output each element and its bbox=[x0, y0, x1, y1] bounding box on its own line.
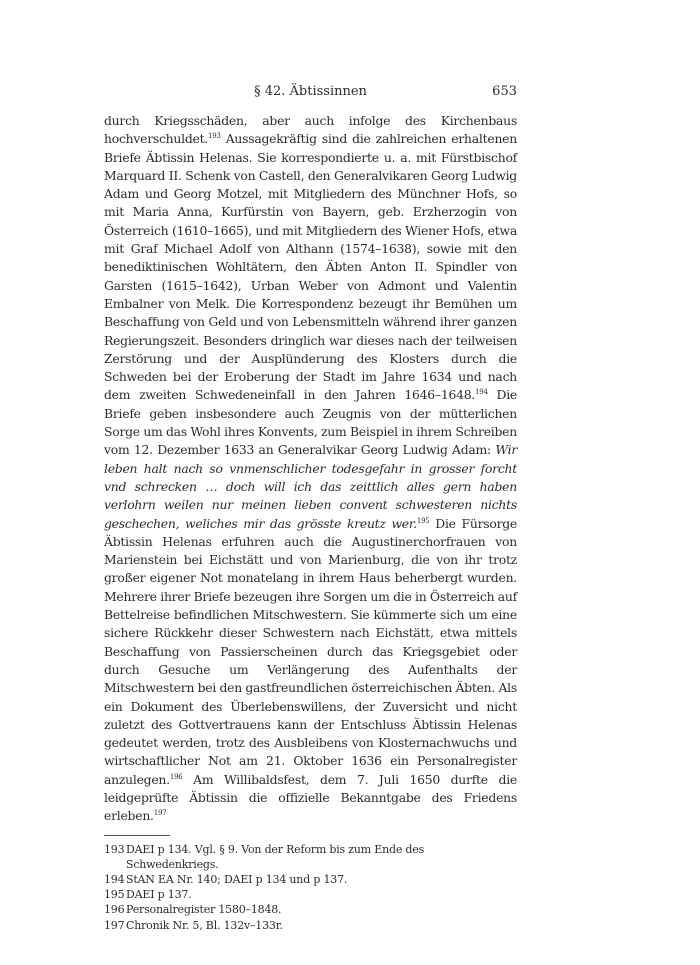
footnote-ref: 193 bbox=[208, 132, 221, 141]
footnote-number: 194 bbox=[104, 872, 125, 886]
footnote-number: 197 bbox=[104, 918, 125, 932]
text-run: durch Kriegsschäden, aber auch infolge des Kirchenbaus hochverschuldet. bbox=[104, 113, 517, 147]
footnote-number: 196 bbox=[104, 903, 125, 917]
footnote-text: StAN EA Nr. 140; DAEI p 134 und p 137. bbox=[126, 872, 348, 886]
footnote-text: Personalregister 1580–1848. bbox=[126, 903, 282, 917]
footnote-item bbox=[104, 918, 517, 933]
running-header bbox=[104, 84, 517, 106]
footnotes bbox=[104, 842, 517, 933]
footnote-item bbox=[104, 887, 517, 902]
footnote-item bbox=[104, 872, 517, 887]
text-run: Die Fürsorge Äbtissin Helenas erfuhren auch die Augustinerchorfrauen von Marienstein bei Eichstätt und von Marienburg, die von ihr trotz großer eigener Not monatelang in ihrem Haus beherbergt wurden. Mehrere ihrer Briefe bezeugen ihre Sorgen um die in Österreich auf Bettelreise befindlichen Mitschwestern. Sie kümmerte sich um eine sichere Rückkehr dieser Schwestern nach Eichstätt, etwa mittels Beschaffung von Passierscheinen durch das Kriegsgebiet oder durch Gesuche um Verlängerung des Aufenthalts der Mitschwestern bei den gastfreundlichen österreichischen Äbten. Als ein Dokument des Überlebenswillens, der Zuversicht und nicht zuletzt des Gottvertrauens kann der Entschluss Äbtissin Helenas gedeutet werden, trotz des Ausbleibens von Klosternachwuchs und wirtschaftlicher Not am 21. Oktober 1636 ein Personalregister anzulegen. bbox=[104, 515, 518, 787]
text-run: Aussagekräftig sind die zahlreichen erhaltenen Briefe Äbtissin Helenas. Sie korrespondierte u. a. mit Fürstbischof Marquard II. Schenk von Castell, den Generalvikaren Georg Ludwig Adam und Georg Motzel, mit Mitgliedern des Münchner Hofs, so mit Maria Anna, Kurfürstin von Bayern, geb. Erzherzogin von Österreich (1610–1665), und mit Mitgliedern des Wiener Hofs, etwa mit Graf Michael Adolf von Althann (1574–1638), sowie mit den benediktinischen Wohltätern, den Äbten Anton II. Spindler von Garsten (1615–1642), Urban Weber von Admont und Valentin Embalner von Melk. Die Korrespondenz bezeugt ihr Bemühen um Beschaffung von Geld und von Lebensmitteln während ihrer ganzen Regierungszeit. Besonders dringlich war dieses nach der teilweisen Zerstörung und der Ausplünderung des Klosters durch die Schweden bei der Eroberung der Stadt im Jahre 1634 und nach dem zweiten Schwedeneinfall in den Jahren 1646–1648. bbox=[104, 131, 517, 403]
book-page bbox=[104, 84, 517, 933]
footnote-ref: 194 bbox=[475, 388, 488, 397]
footnote-item bbox=[104, 842, 517, 872]
footnote-text: DAEI p 134. Vgl. § 9. Von der Reform bis zum Ende des Schwedenkriegs. bbox=[126, 842, 425, 871]
footnote-number: 195 bbox=[104, 888, 125, 902]
section-title: § 42. Äbtissinnen bbox=[254, 84, 367, 99]
footnote-text: DAEI p 137. bbox=[126, 888, 192, 902]
footnote-ref: 195 bbox=[416, 516, 430, 525]
text-run: Am Willibaldsfest, dem 7. Juli 1650 durfte die leidgeprüfte Äbtissin die offizielle Bekanntgabe des Friedens erleben. bbox=[104, 771, 517, 824]
footnote-separator bbox=[104, 835, 170, 836]
footnote-item bbox=[104, 902, 517, 917]
paragraph bbox=[104, 112, 517, 826]
footnote-text: Chronik Nr. 5, Bl. 132v–133r. bbox=[126, 918, 283, 932]
page-number: 653 bbox=[492, 84, 517, 99]
quotation-italic: Wir leben halt nach so vnmenschlicher todesgefahr in grosser forcht vnd schrecken … doch will ich das zeittlich alles gern haben verlohrn weilen nur meinen lieben convent schwesteren nichts geschechen, weliches mir das grösste kreutz wer. bbox=[104, 442, 517, 531]
text-run: Die Briefe geben insbesondere auch Zeugnis von der mütterlichen Sorge um das Wohl ihres Konvents, zum Beispiel in ihrem Schreiben vom 12. Dezember 1633 an Generalvikar Georg Ludwig Adam: bbox=[104, 387, 517, 458]
footnote-ref: 196 bbox=[169, 772, 183, 781]
body-text bbox=[104, 112, 517, 826]
footnote-number: 193 bbox=[104, 842, 125, 856]
footnote-ref: 197 bbox=[153, 809, 167, 818]
